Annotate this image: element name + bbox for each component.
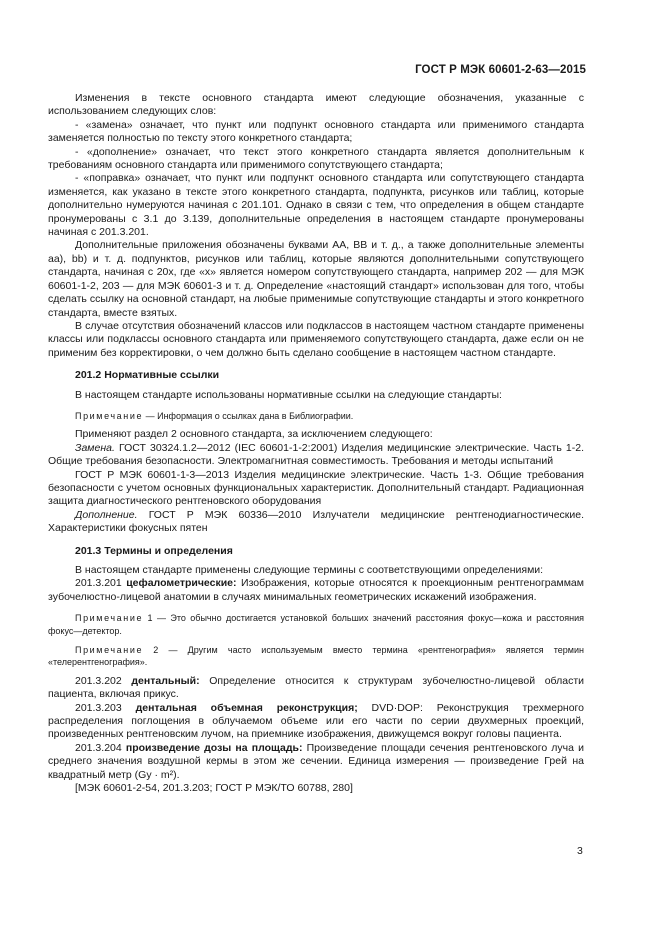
page-content [48, 92, 584, 796]
intro-paragraph: Изменения в тексте основного стандарта имеют следующие обозначения, указанные с использованием следующих слов: [48, 92, 584, 118]
references-gost: ГОСТ Р МЭК 60601-1-3—2013 Изделия медицинские электрические. Часть 1-3. Общие требования безопасности с учетом основных функциональных характеристик. Дополнительный стандарт. Радиационная защита диагностического рентгеновского оборудования [48, 468, 584, 508]
term-entry [48, 702, 584, 742]
replacement-text: ГОСТ 30324.1.2—2012 (IEC 60601-1-2:2001) Изделия медицинские электрические. Часть 1-2. Общие требования безопасности. Электромагнитная совместимость. Требования и методы испытаний [48, 441, 584, 468]
section-heading-terms: 201.3 Термины и определения [75, 544, 233, 557]
intro-paragraph: В случае отсутствия обозначений классов или подклассов в настоящем частном стандарте применены классы или подклассы основного стандарта или применяемого сопутствующего стандарта, даже если он не применим без корректировки, о чем должно быть сделано сообщение в настоящем частном стандарте. [48, 319, 584, 359]
term-number: 201.3.201 [75, 577, 127, 590]
replacement-label: Замена. [75, 441, 115, 454]
term-entry [48, 675, 584, 702]
references-addition [48, 509, 584, 536]
term-name: цефалометрические: [126, 577, 237, 590]
term-name: дентальная объемная реконструкция; [135, 701, 358, 714]
intro-paragraph: - «поправка» означает, что пункт или подпункт основного стандарта или сопутствующего стандарта изменяется, как указано в тексте этого конкретного стандарта, подпункта, рисунков или таблиц, которые дополнительно нумеруются начиная с 201.101. Однако в связи с тем, что определения в общем стандарте пронумерованы с 3.1 до 3.139, дополнительные определения в настоящем стандарте пронумерованы начиная с 201.3.201. [48, 172, 584, 239]
terms-lead: В настоящем стандарте применены следующие термины с соответствующими определениями: [75, 564, 544, 576]
note-text: 1 — Это обычно достигается установкой больших значений расстояния фокус—кожа и расстояния фокус—детектор. [48, 613, 584, 636]
term-definition: Изображения, которые относятся к проекционным рентгенограммам зубочелюстно-лицевой анатомии в случаях минимальных геометрических искажений изображения. [48, 577, 584, 603]
term-definition: DVD·DOP: Реконструкция трехмерного распределения поглощения в облучаемом объеме или его части по серии двухмерных проекций, произведенных рентгеновским лучом, на приемнике изображения, движущемся вокруг головы пациента. [48, 701, 584, 741]
addition-label: Дополнение. [75, 508, 138, 521]
note-label: Примечание [75, 645, 144, 656]
references-lead: В настоящем стандарте использованы нормативные ссылки на следующие стандарты: [75, 388, 502, 401]
term-number: 201.3.204 [75, 741, 126, 754]
term-number: 201.3.202 [75, 674, 132, 687]
term-number: 201.3.203 [75, 701, 136, 714]
term-source: [МЭК 60601-2-54, 201.3.203; ГОСТ Р МЭК/ТО 60788, 280] [75, 782, 353, 795]
references-replacement [48, 442, 584, 469]
note-label: Примечание [75, 613, 144, 624]
note-text: 2 — Другим часто используемым вместо термина «рентгенография» является термин «телерентгенография». [48, 645, 584, 668]
addition-text: ГОСТ Р МЭК 60336—2010 Излучатели медицинские рентгенодиагностические. Характеристики фокусных пятен [48, 508, 584, 535]
intro-paragraph: - «замена» означает, что пункт или подпункт основного стандарта или применимого стандарта заменяется полностью по тексту этого конкретного стандарта; [48, 118, 584, 145]
term-name: произведение дозы на площадь: [125, 741, 303, 754]
standard-header: ГОСТ Р МЭК 60601-2-63—2015 [415, 64, 586, 76]
term-note [48, 612, 584, 637]
term-note [48, 644, 584, 669]
references-apply: Применяют раздел 2 основного стандарта, за исключением следующего: [75, 428, 433, 441]
page-number: 3 [577, 845, 583, 857]
term-name: дентальный: [131, 674, 200, 687]
note-label: Примечание [75, 410, 144, 421]
term-entry [48, 577, 584, 604]
intro-paragraph: Дополнительные приложения обозначены буквами АА, ВВ и т. д., а также дополнительные элементы aa), bb) и т. д. подпунктов, рисунков или таблиц, которые являются дополнительными сопутствующего стандарта, начиная с 20x, где «x» является номером сопутствующего стандарта, например 202 — для МЭК 60601-1-2, 203 — для МЭК 60601-3 и т. д. Определение «настоящий стандарт» использован для того, чтобы сделать ссылку на основной стандарт, на любые применимые сопутствующие стандарты и этого конкретного стандарта, вместе взятых. [48, 239, 584, 319]
section-heading-references: 201.2 Нормативные ссылки [75, 369, 220, 382]
term-definition: Определение относится к структурам зубочелюстно-лицевой области пациента, включая прикус. [48, 674, 584, 701]
note-text: — Информация о ссылках дана в Библиографии. [143, 410, 354, 421]
term-entry [48, 742, 584, 782]
references-note [48, 410, 584, 422]
intro-paragraph: - «дополнение» означает, что текст этого конкретного стандарта является дополнительным к требованиям основного стандарта или применимого сопутствующего стандарта; [48, 145, 584, 172]
term-definition: Произведение площади сечения рентгеновского луча и среднего значения воздушной кермы в этом же сечении. Единица измерения — произведение Грей на квадратный метр (Gy · m²). [48, 741, 584, 781]
